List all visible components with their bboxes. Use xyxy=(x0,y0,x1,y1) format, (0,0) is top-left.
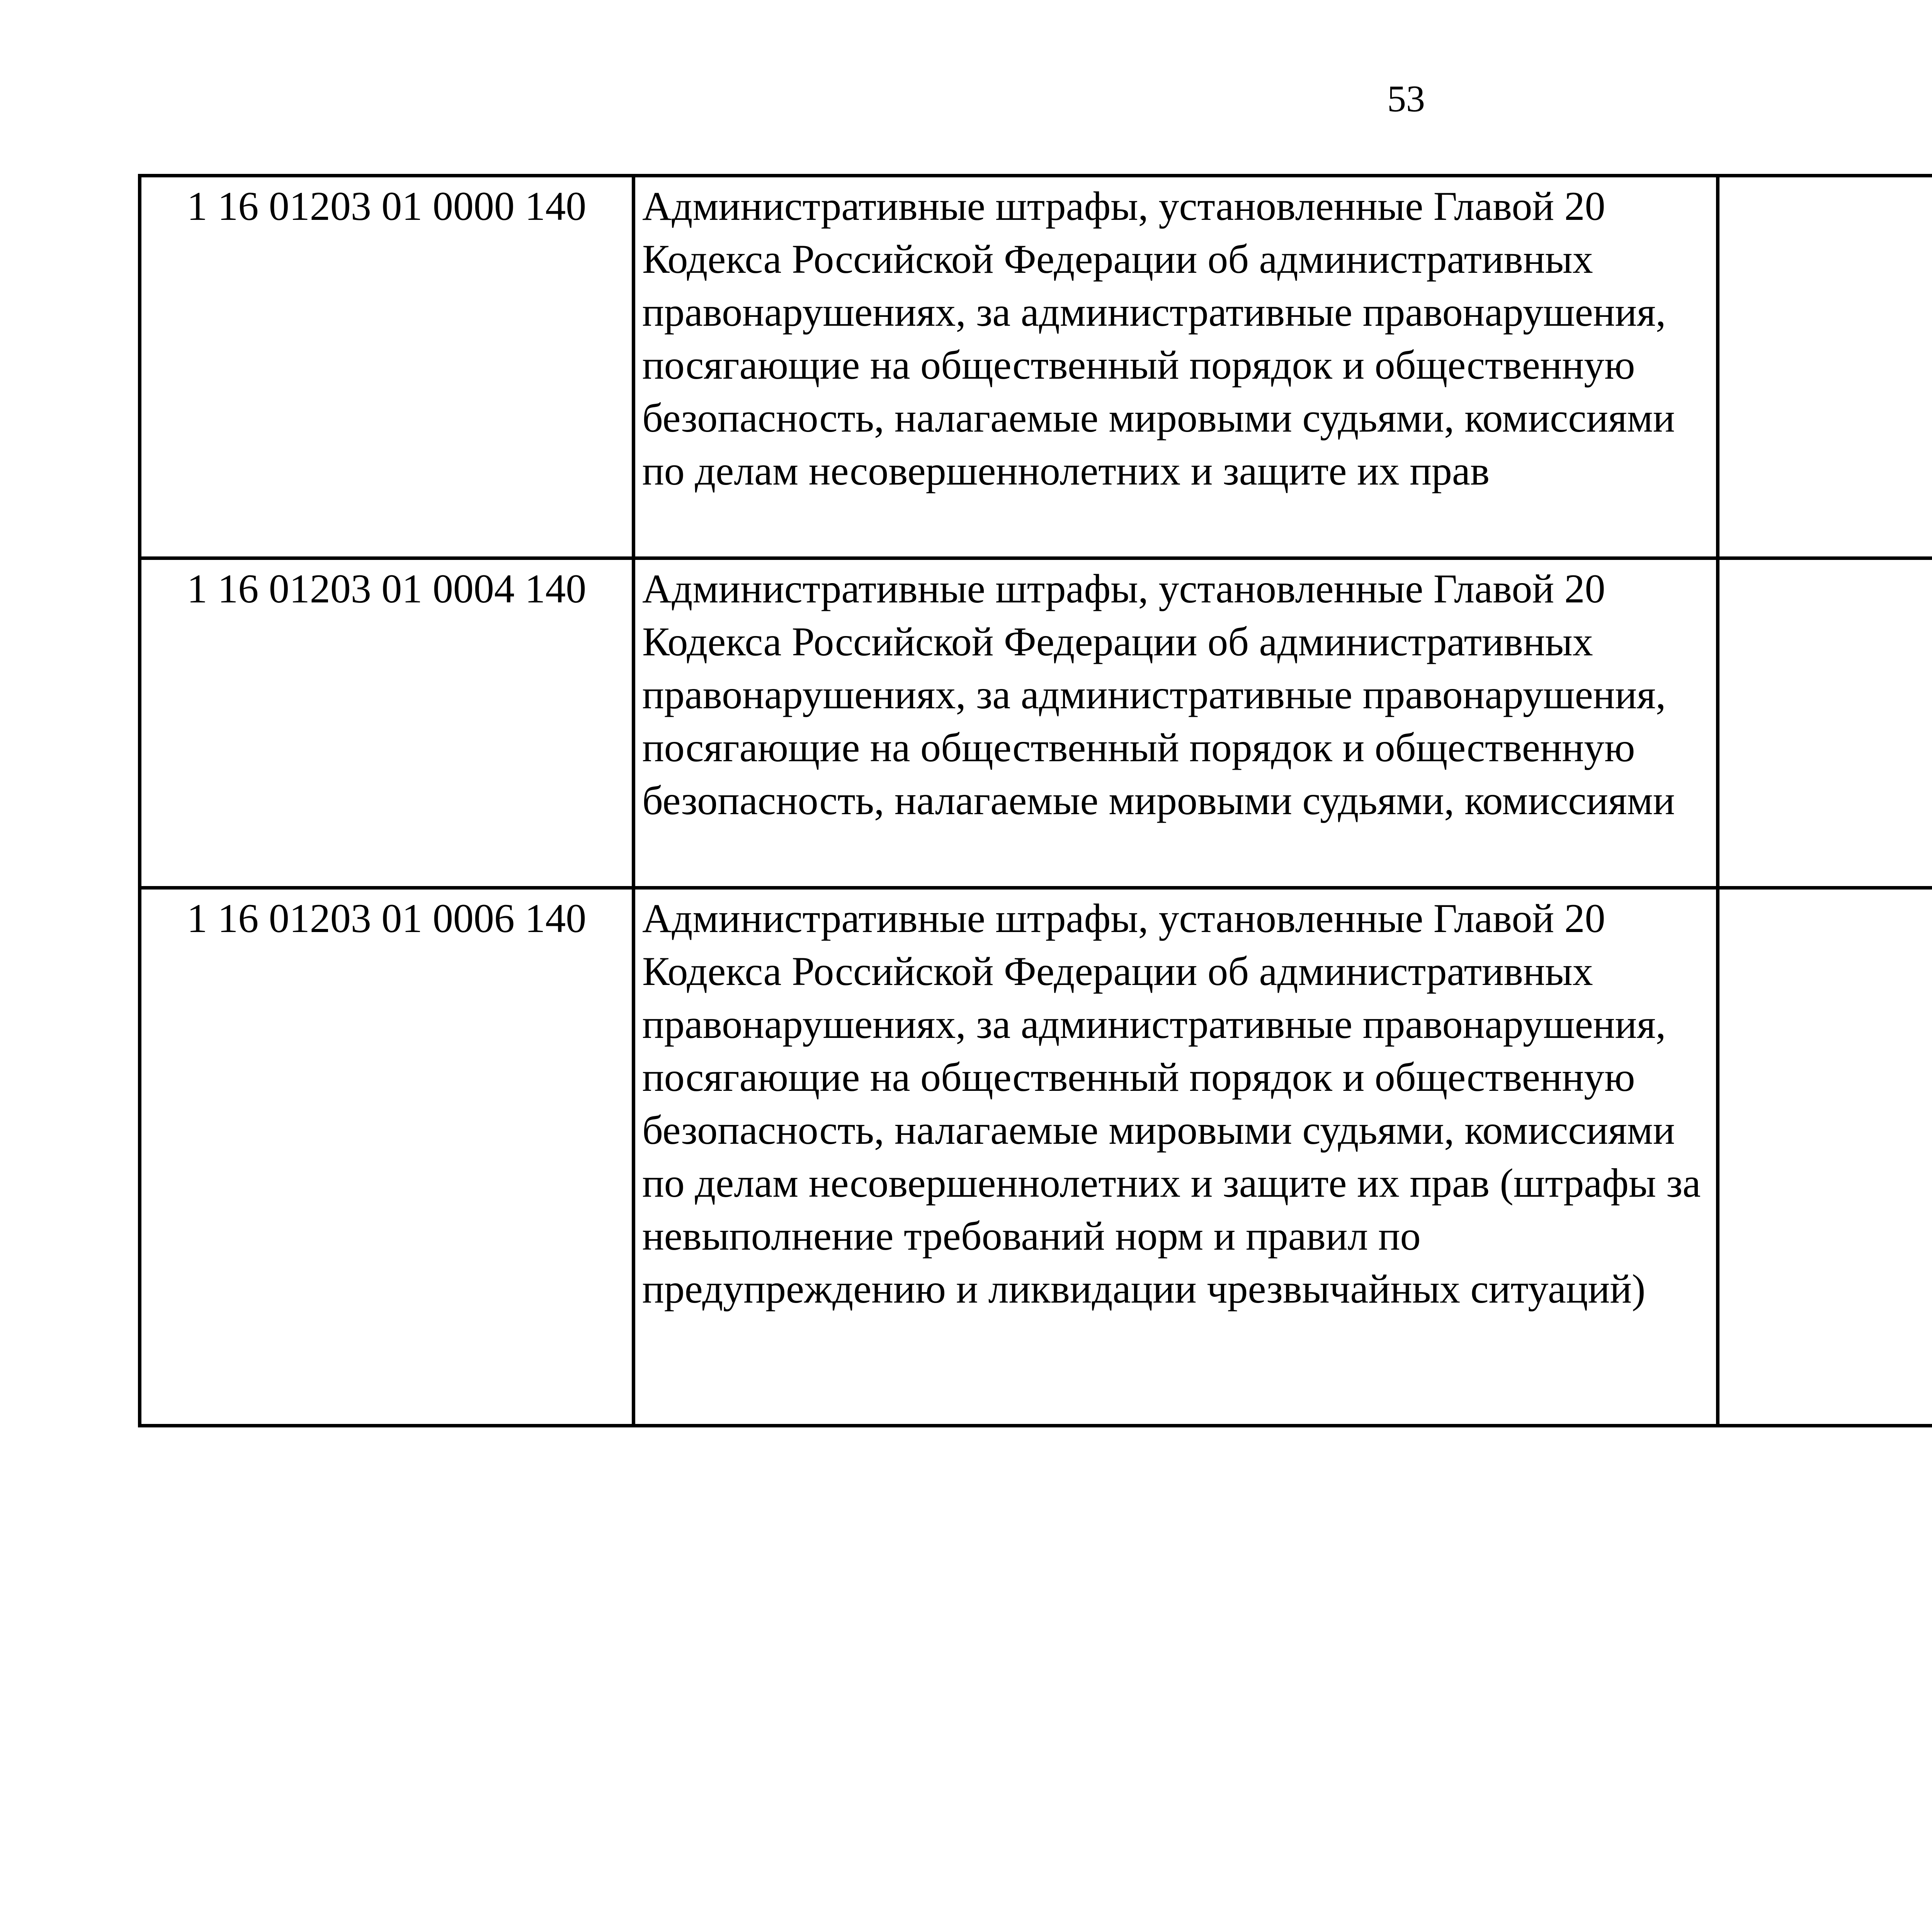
value-cell-1 xyxy=(1718,176,1932,558)
budget-code-cell: 1 16 01203 01 0000 140 xyxy=(140,176,634,558)
table-row xyxy=(140,888,1932,1426)
income-name-cell: Административные штрафы, установленные Главой 20 Кодекса Российской Федерации об административных правонарушениях, за административные правонарушения, посягающие на общественный порядок и общественную безопасность, налагаемые мировыми судьями, комиссиями по делам несовершеннолетних и защите их прав (штрафы за невыполнение требований норм и правил по предупреждению и ликвидации чрезвычайных ситуаций) xyxy=(634,888,1718,1426)
income-name-cell: Административные штрафы, установленные Главой 20 Кодекса Российской Федерации об административных правонарушениях, за административные правонарушения, посягающие на общественный порядок и общественную безопасность, налагаемые мировыми судьями, комиссиями xyxy=(634,558,1718,888)
budget-table xyxy=(138,174,1932,1427)
value-cell-1 xyxy=(1718,558,1932,888)
budget-code-cell: 1 16 01203 01 0006 140 xyxy=(140,888,634,1426)
income-name-cell: Административные штрафы, установленные Главой 20 Кодекса Российской Федерации об административных правонарушениях, за административные правонарушения, посягающие на общественный порядок и общественную безопасность, налагаемые мировыми судьями, комиссиями по делам несовершеннолетних и защите их прав xyxy=(634,176,1718,558)
value-cell-1 xyxy=(1718,888,1932,1426)
page-number: 53 xyxy=(1387,78,1425,120)
budget-code-cell: 1 16 01203 01 0004 140 xyxy=(140,558,634,888)
table-row xyxy=(140,558,1932,888)
table-row xyxy=(140,176,1932,558)
